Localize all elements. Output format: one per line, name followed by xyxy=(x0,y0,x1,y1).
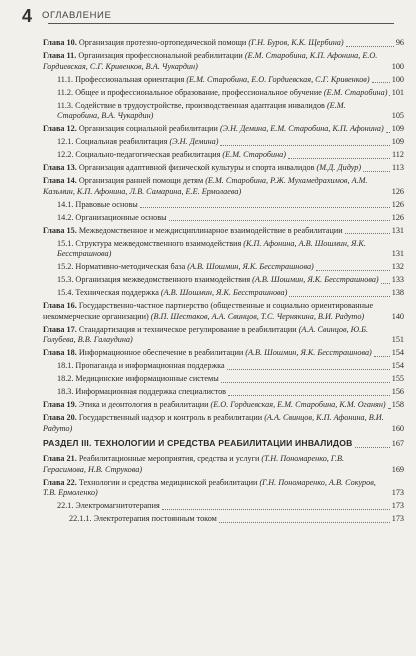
toc-chapter xyxy=(43,51,404,72)
toc-entry-title: Информационная поддержка специалистов xyxy=(75,387,227,397)
toc-entry-label: 22.1.1. xyxy=(69,514,94,524)
toc-entry-page: 100 xyxy=(391,74,404,84)
toc-entry-page: 105 xyxy=(391,111,404,121)
toc-entry-authors: (Е.М. Старобина, В.А. Чукардин) xyxy=(57,100,346,121)
toc-entry-label: 11.3. xyxy=(57,100,76,110)
toc-entry-label: Глава 22. xyxy=(43,477,79,487)
toc-entry-label: Глава 11. xyxy=(43,50,79,60)
toc-entry-label: 12.2. xyxy=(57,150,76,160)
toc-subchapter xyxy=(69,514,404,525)
toc-chapter xyxy=(43,325,404,346)
header-rule xyxy=(48,23,394,24)
toc-entry-label: 14.1. xyxy=(57,199,76,209)
dot-leader xyxy=(316,270,390,271)
toc-entry-authors: (Е.М. Старобина, Р.Ж. Мухамедрахимов, А.М. Казьмин, К.П. Афонина, Л.В. Самарина, Е.Е. Ермолаева) xyxy=(43,176,368,196)
toc-entry-title: Правовые основы xyxy=(75,199,138,209)
dot-leader xyxy=(221,382,390,383)
toc-subchapter xyxy=(57,501,404,512)
toc-entry-title: Межведомственное и междисциплинарное взаимодействие в реабилитации xyxy=(78,225,343,235)
toc-entry-authors: (А.В. Шошмин, Я.К. Бесстрашнова) xyxy=(158,288,288,298)
toc-subchapter xyxy=(57,75,404,86)
page-header xyxy=(22,6,394,34)
toc-entry-label: 15.2. xyxy=(57,262,76,272)
toc-subchapter xyxy=(57,101,404,122)
toc-entry-page: 154 xyxy=(391,361,404,371)
toc-entry-label: 18.1. xyxy=(57,361,76,371)
dot-leader xyxy=(363,171,390,172)
toc-chapter xyxy=(43,226,404,237)
toc-entry-label: Глава 10. xyxy=(43,38,79,47)
toc-entry-page: 96 xyxy=(395,38,404,47)
toc-entry-authors: (А.А. Свинцов, К.П. Афонина, В.И. Радуто) xyxy=(43,413,384,433)
toc-entry-title: Электромагнитотерапия xyxy=(75,501,160,511)
toc-entry-page: 109 xyxy=(391,124,404,134)
dot-leader xyxy=(228,395,390,396)
toc-entry-page: 112 xyxy=(392,150,404,160)
toc-entry-label: 11.1. xyxy=(57,74,76,84)
toc-subchapter xyxy=(57,262,404,273)
toc-entry-title: Медицинские информационные системы xyxy=(75,374,219,384)
toc-entry-label: 14.2. xyxy=(57,212,76,222)
toc-entry-authors: (Е.О. Гордиевская, Е.М. Старобина, К.М. Оганян) xyxy=(208,400,386,410)
toc-section xyxy=(43,438,404,450)
toc-entry-authors: (Е.М. Старобина) xyxy=(321,87,388,97)
toc-subchapter xyxy=(57,275,404,286)
toc-entry-title: Организация протезно-ортопедической помощи xyxy=(78,38,247,47)
toc-subchapter xyxy=(57,88,404,99)
toc-entry-label: Глава 20. xyxy=(43,413,79,423)
toc-entry-title: Организация профессиональной реабилитации xyxy=(78,50,243,60)
toc-entry-label: Глава 14. xyxy=(43,176,79,186)
toc-entry-page: 101 xyxy=(391,87,404,97)
toc-entry-page: 113 xyxy=(392,163,404,173)
toc-entry-label: Глава 19. xyxy=(43,400,79,410)
toc-entry-title: Нормативно-методическая база xyxy=(75,262,186,272)
toc-entry-title: Организация социальной реабилитации xyxy=(78,124,218,134)
toc-entry-label: 22.1. xyxy=(57,501,76,511)
dot-leader xyxy=(346,46,394,47)
dot-leader xyxy=(227,369,390,370)
dot-leader xyxy=(345,233,390,234)
dot-leader xyxy=(288,158,390,159)
toc-entry-label: 11.2. xyxy=(57,87,76,97)
toc-chapter xyxy=(43,348,404,359)
toc-entry-authors: (Е.М. Старобина, Е.О. Гордиевская, С.Г. Кривенков) xyxy=(184,74,370,84)
dot-leader xyxy=(162,509,390,510)
toc-entry-title: Государственно-частное партнерство (общественные и социально ориентированные некоммерческие организации) xyxy=(43,301,374,321)
toc-entry-title: Содействие в трудоустройстве, производственная адаптация инвалидов xyxy=(75,100,325,110)
dot-leader xyxy=(372,82,390,83)
toc-entry-label: Глава 12. xyxy=(43,124,79,134)
dot-leader xyxy=(140,207,390,208)
toc-chapter xyxy=(43,38,404,49)
toc-entry-page: 151 xyxy=(391,335,404,345)
toc-entry-label: 18.3. xyxy=(57,387,76,397)
toc-entry-page: 100 xyxy=(391,61,404,71)
toc-entry-authors: (В.П. Шестаков, А.А. Свинцов, Т.С. Чернякина, В.И. Радуто) xyxy=(148,311,365,321)
toc-entry-authors: (Е.М. Старобина) xyxy=(220,150,286,160)
toc-entry-label: Глава 16. xyxy=(43,301,79,311)
toc-entry-authors: (А.В. Шошмин, Я.К. Бесстрашнова) xyxy=(250,275,379,285)
toc-entry-page: 173 xyxy=(391,514,404,524)
toc-entry-page: 132 xyxy=(391,262,404,272)
toc-subchapter xyxy=(57,200,404,211)
toc-entry-authors: (А.В. Шошмин, Я.К. Бесстрашнова) xyxy=(243,348,372,358)
toc-entry-page: 173 xyxy=(391,501,404,511)
toc-subchapter xyxy=(57,213,404,224)
toc-entry-authors: (А.В. Шошмин, Я.К. Бесстрашнова) xyxy=(185,262,314,272)
toc-entry-page: 126 xyxy=(391,199,404,209)
toc-entry-label: 18.2. xyxy=(57,374,76,384)
toc-entry-page: 167 xyxy=(391,439,404,449)
page-number: 4 xyxy=(22,6,33,26)
toc-entry-title: Социальная реабилитация xyxy=(75,137,168,147)
toc-entry-label: 12.1. xyxy=(57,137,76,147)
toc-entry-title: Организационные основы xyxy=(75,212,167,222)
dot-leader xyxy=(386,132,390,133)
toc-subchapter xyxy=(57,150,404,161)
table-of-contents xyxy=(43,38,404,527)
toc-entry-label: РАЗДЕЛ III. xyxy=(43,438,95,449)
toc-entry-page: 131 xyxy=(391,225,404,235)
toc-entry-page: 138 xyxy=(391,288,404,298)
dot-leader xyxy=(169,220,390,221)
toc-entry-page: 156 xyxy=(391,387,404,397)
toc-entry-label: Глава 13. xyxy=(43,163,79,173)
toc-entry-page: 160 xyxy=(391,423,404,433)
dot-leader xyxy=(381,283,390,284)
dot-leader xyxy=(374,356,390,357)
toc-entry-page: 109 xyxy=(391,137,404,147)
toc-entry-page: 158 xyxy=(391,400,404,410)
toc-entry-label: 15.1. xyxy=(57,238,76,248)
running-header-title: ОГЛАВЛЕНИЕ xyxy=(42,10,112,21)
toc-entry-label: Глава 15. xyxy=(43,225,79,235)
toc-entry-title: Этика и деонтология в реабилитации xyxy=(78,400,209,410)
toc-chapter xyxy=(43,400,404,411)
toc-entry-title: Технологии и средства медицинской реабилитации xyxy=(78,477,258,487)
toc-entry-title: Общее и профессиональное образование, профессиональное обучение xyxy=(75,87,322,97)
toc-chapter xyxy=(43,176,404,197)
toc-entry-title: Техническая поддержка xyxy=(75,288,159,298)
toc-entry-authors: (Г.Н. Буров, К.К. Щербина) xyxy=(246,38,344,47)
toc-chapter xyxy=(43,413,404,434)
toc-entry-authors: (Г.Н. Пономаренко, А.В. Сокуров, Т.В. Ермоленко) xyxy=(43,477,376,498)
toc-entry-label: Глава 21. xyxy=(43,453,79,463)
dot-leader xyxy=(355,447,390,448)
toc-entry-label: 15.3. xyxy=(57,275,76,285)
toc-entry-page: 173 xyxy=(391,488,404,498)
toc-chapter xyxy=(43,124,404,135)
toc-entry-page: 126 xyxy=(391,212,404,222)
dot-leader xyxy=(219,522,390,523)
toc-entry-authors: (Э.Н. Демина, Е.М. Старобина, К.П. Афонина) xyxy=(217,124,384,134)
toc-entry-title: Реабилитационные мероприятия, средства и услуги xyxy=(78,453,260,463)
toc-entry-page: 140 xyxy=(391,311,404,321)
toc-entry-title: Структура межведомственного взаимодействия xyxy=(75,238,242,248)
toc-entry-title: Стандартизация и техническое регулирование в реабилитации xyxy=(78,324,297,334)
toc-entry-title: Организация межведомственного взаимодействия xyxy=(75,275,251,285)
toc-subchapter xyxy=(57,137,404,148)
toc-entry-page: 154 xyxy=(391,348,404,358)
dot-leader xyxy=(220,145,389,146)
toc-entry-label: 15.4. xyxy=(57,288,76,298)
toc-chapter xyxy=(43,301,404,322)
toc-entry-page: 126 xyxy=(391,186,404,196)
toc-entry-title: Организация адаптивной физической культуры и спорта инвалидов xyxy=(78,163,315,173)
toc-entry-authors: (К.П. Афонина, А.В. Шошмин, Я.К. Бесстрашнова) xyxy=(57,238,366,259)
toc-subchapter xyxy=(57,374,404,385)
dot-leader xyxy=(289,296,389,297)
toc-entry-authors: (А.А. Свинцов, Ю.Б. Голубева, В.В. Галаудина) xyxy=(43,324,369,345)
toc-entry-authors: (М.Д. Дидур) xyxy=(314,163,362,173)
toc-entry-title: Организация ранней помощи детям xyxy=(78,176,204,186)
toc-entry-title: Электротерапия постоянным током xyxy=(93,514,217,524)
toc-entry-title: Пропаганда и информационная поддержка xyxy=(75,361,225,371)
toc-subchapter xyxy=(57,387,404,398)
toc-chapter xyxy=(43,163,404,174)
toc-entry-title: Социально-педагогическая реабилитация xyxy=(75,150,221,160)
toc-entry-authors: (Э.Н. Демина) xyxy=(167,137,219,147)
toc-entry-page: 169 xyxy=(391,464,404,474)
toc-subchapter xyxy=(57,288,404,299)
toc-entry-title: Профессиональная ориентация xyxy=(75,74,185,84)
toc-entry-title: ТЕХНОЛОГИИ И СРЕДСТВА РЕАБИЛИТАЦИИ ИНВАЛИДОВ xyxy=(94,438,353,449)
dot-leader xyxy=(388,408,390,409)
toc-entry-title: Государственный надзор и контроль в реабилитации xyxy=(78,413,263,423)
toc-entry-page: 131 xyxy=(391,249,404,259)
toc-entry-authors: (Е.М. Старобина, К.П. Афонина, Е.О. Гордиевская, С.Г. Кривенков, В.А. Чукардин) xyxy=(43,50,378,71)
toc-entry-authors: (Т.Н. Пономаренко, Г.В. Герасимова, Н.В. Струкова) xyxy=(43,453,345,474)
toc-entry-page: 133 xyxy=(391,275,404,285)
toc-subchapter xyxy=(57,361,404,372)
toc-entry-label: Глава 18. xyxy=(43,348,79,358)
toc-chapter xyxy=(43,478,404,499)
toc-entry-label: Глава 17. xyxy=(43,324,79,334)
toc-subchapter xyxy=(57,239,404,260)
toc-chapter xyxy=(43,454,404,475)
toc-entry-page: 155 xyxy=(391,374,404,384)
toc-entry-title: Информационное обеспечение в реабилитации xyxy=(78,348,244,358)
